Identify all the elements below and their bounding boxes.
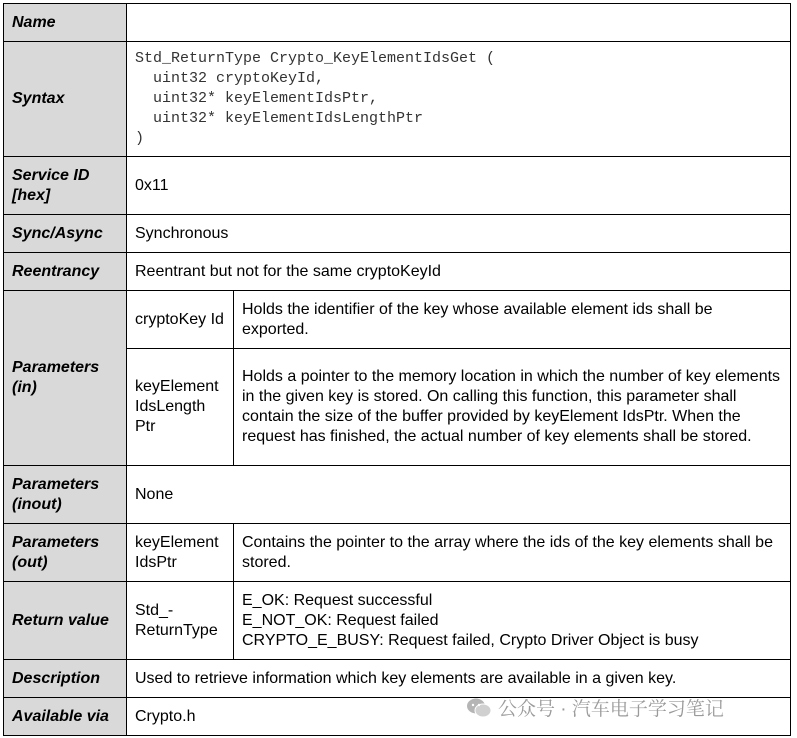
- row-return-value: [4, 582, 791, 660]
- row-description: [4, 660, 791, 698]
- syntax-line: uint32 cryptoKeyId,: [135, 70, 325, 87]
- available-via-label: Available via: [4, 698, 127, 736]
- service-id-label: Service ID [hex]: [4, 157, 127, 215]
- row-name: [4, 4, 791, 42]
- name-value: [127, 4, 791, 42]
- params-inout-value: None: [127, 466, 791, 524]
- params-out-label: Parameters (out): [4, 524, 127, 582]
- row-reentrancy: [4, 253, 791, 291]
- param-desc: Holds a pointer to the memory location in which the number of key elements in the given key is stored. On calling this function, this parameter shall contain the size of the buffer provided by keyElement IdsPtr. When the request has finished, the actual number of key elements shall be stored.: [234, 349, 791, 466]
- return-line: E_NOT_OK: Request failed: [242, 611, 439, 629]
- syntax-line: ): [135, 130, 145, 147]
- row-syntax: [4, 42, 791, 157]
- param-name: keyElement IdsLength Ptr: [127, 349, 234, 466]
- param-name: cryptoKey Id: [127, 291, 234, 349]
- syntax-code: [127, 42, 791, 157]
- return-desc: [234, 582, 791, 660]
- name-label: Name: [4, 4, 127, 42]
- row-params-out: [4, 524, 791, 582]
- description-label: Description: [4, 660, 127, 698]
- wechat-icon: [466, 697, 492, 719]
- params-in-label: Parameters (in): [4, 291, 127, 466]
- row-sync: [4, 215, 791, 253]
- service-id-value: 0x11: [127, 157, 791, 215]
- param-name: keyElement IdsPtr: [127, 524, 234, 582]
- return-type: Std_- ReturnType: [127, 582, 234, 660]
- row-params-inout: [4, 466, 791, 524]
- syntax-line: uint32* keyElementIdsPtr,: [135, 90, 379, 107]
- description-value: Used to retrieve information which key elements are available in a given key.: [127, 660, 791, 698]
- syntax-label: Syntax: [4, 42, 127, 157]
- watermark: [466, 694, 724, 721]
- return-line: E_OK: Request successful: [242, 591, 433, 609]
- sync-value: Synchronous: [127, 215, 791, 253]
- watermark-text: 公众号 · 汽车电子学习笔记: [498, 699, 724, 720]
- param-desc: Holds the identifier of the key whose available element ids shall be exported.: [234, 291, 791, 349]
- reentrancy-label: Reentrancy: [4, 253, 127, 291]
- return-line: CRYPTO_E_BUSY: Request failed, Crypto Driver Object is busy: [242, 631, 699, 649]
- syntax-line: uint32* keyElementIdsLengthPtr: [135, 110, 424, 127]
- sync-label: Sync/Async: [4, 215, 127, 253]
- syntax-line: Std_ReturnType Crypto_KeyElementIdsGet (: [135, 50, 496, 67]
- params-inout-label: Parameters (inout): [4, 466, 127, 524]
- available-via-value: Crypto.h: [127, 698, 791, 736]
- param-desc: Contains the pointer to the array where the ids of the key elements shall be stored.: [234, 524, 791, 582]
- row-params-in-1: [4, 291, 791, 349]
- reentrancy-value: Reentrant but not for the same cryptoKeyId: [127, 253, 791, 291]
- api-spec-table: [3, 3, 791, 736]
- return-value-label: Return value: [4, 582, 127, 660]
- row-service-id: [4, 157, 791, 215]
